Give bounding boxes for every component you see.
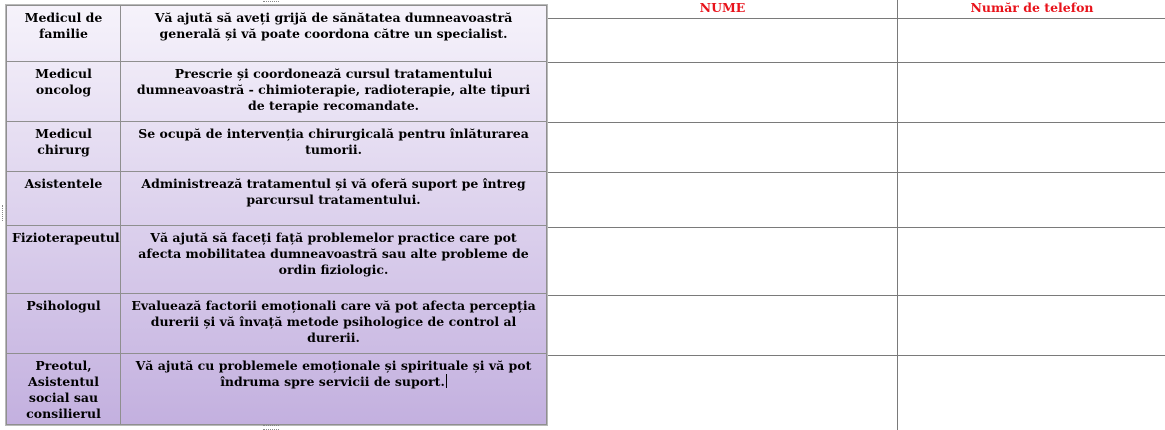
contacts-table bbox=[548, 0, 1165, 430]
contact-row bbox=[548, 228, 1165, 296]
phone-cell[interactable] bbox=[898, 123, 1165, 173]
role-cell: Preotul, Asistentul social sau consilierul bbox=[7, 354, 121, 425]
contacts-header-row bbox=[548, 0, 1165, 19]
role-cell: Asistentele bbox=[7, 172, 121, 226]
table-row bbox=[7, 6, 547, 62]
phone-cell[interactable] bbox=[898, 356, 1165, 430]
role-cell: Medicul chirurg bbox=[7, 122, 121, 172]
name-cell[interactable] bbox=[548, 19, 898, 63]
description-cell: Se ocupă de intervenția chirurgicală pentru înlăturarea tumorii. bbox=[121, 122, 547, 172]
name-cell[interactable] bbox=[548, 296, 898, 356]
name-cell[interactable] bbox=[548, 356, 898, 430]
role-cell: Medicul oncolog bbox=[7, 62, 121, 122]
description-cell: Vă ajută să faceți față problemelor practice care pot afecta mobilitatea dumneavoastră sau alte probleme de ordin fiziologic. bbox=[121, 226, 547, 294]
phone-cell[interactable] bbox=[898, 63, 1165, 123]
table-row bbox=[7, 122, 547, 172]
table-row bbox=[7, 62, 547, 122]
contact-row bbox=[548, 173, 1165, 228]
description-cell: Administrează tratamentul și vă oferă suport pe întreg parcursul tratamentului. bbox=[121, 172, 547, 226]
resize-handle-left[interactable] bbox=[2, 205, 7, 221]
phone-column-header: Număr de telefon bbox=[898, 0, 1165, 19]
role-cell: Medicul de familie bbox=[7, 6, 121, 62]
description-text: Vă ajută cu problemele emoționale și spirituale și vă pot îndruma spre servicii de suport. bbox=[135, 358, 532, 389]
table-row bbox=[7, 294, 547, 354]
table-row bbox=[7, 226, 547, 294]
text-cursor bbox=[446, 374, 447, 388]
description-cell[interactable] bbox=[121, 354, 547, 425]
care-team-table-image[interactable] bbox=[5, 4, 548, 426]
name-cell[interactable] bbox=[548, 228, 898, 296]
name-cell[interactable] bbox=[548, 63, 898, 123]
contact-row bbox=[548, 123, 1165, 173]
contact-row bbox=[548, 356, 1165, 430]
phone-cell[interactable] bbox=[898, 19, 1165, 63]
description-cell: Vă ajută să aveți grijă de sănătatea dumneavoastră generală și vă poate coordona către un specialist. bbox=[121, 6, 547, 62]
table-row bbox=[7, 354, 547, 425]
contact-row bbox=[548, 19, 1165, 63]
role-cell: Fizioterapeutul bbox=[7, 226, 121, 294]
phone-cell[interactable] bbox=[898, 228, 1165, 296]
description-cell: Evaluează factorii emoționali care vă pot afecta percepția durerii și vă învață metode psihologice de control al durerii. bbox=[121, 294, 547, 354]
resize-handle-top[interactable] bbox=[263, 1, 279, 6]
description-cell: Prescrie și coordonează cursul tratamentului dumneavoastră - chimioterapie, radioterapie, alte tipuri de terapie recomandate. bbox=[121, 62, 547, 122]
care-team-table bbox=[6, 5, 547, 425]
phone-cell[interactable] bbox=[898, 173, 1165, 228]
name-cell[interactable] bbox=[548, 173, 898, 228]
phone-cell[interactable] bbox=[898, 296, 1165, 356]
table-row bbox=[7, 172, 547, 226]
role-cell: Psihologul bbox=[7, 294, 121, 354]
name-cell[interactable] bbox=[548, 123, 898, 173]
contact-row bbox=[548, 63, 1165, 123]
contact-row bbox=[548, 296, 1165, 356]
name-column-header: NUME bbox=[548, 0, 898, 19]
resize-handle-bottom[interactable] bbox=[263, 425, 279, 430]
